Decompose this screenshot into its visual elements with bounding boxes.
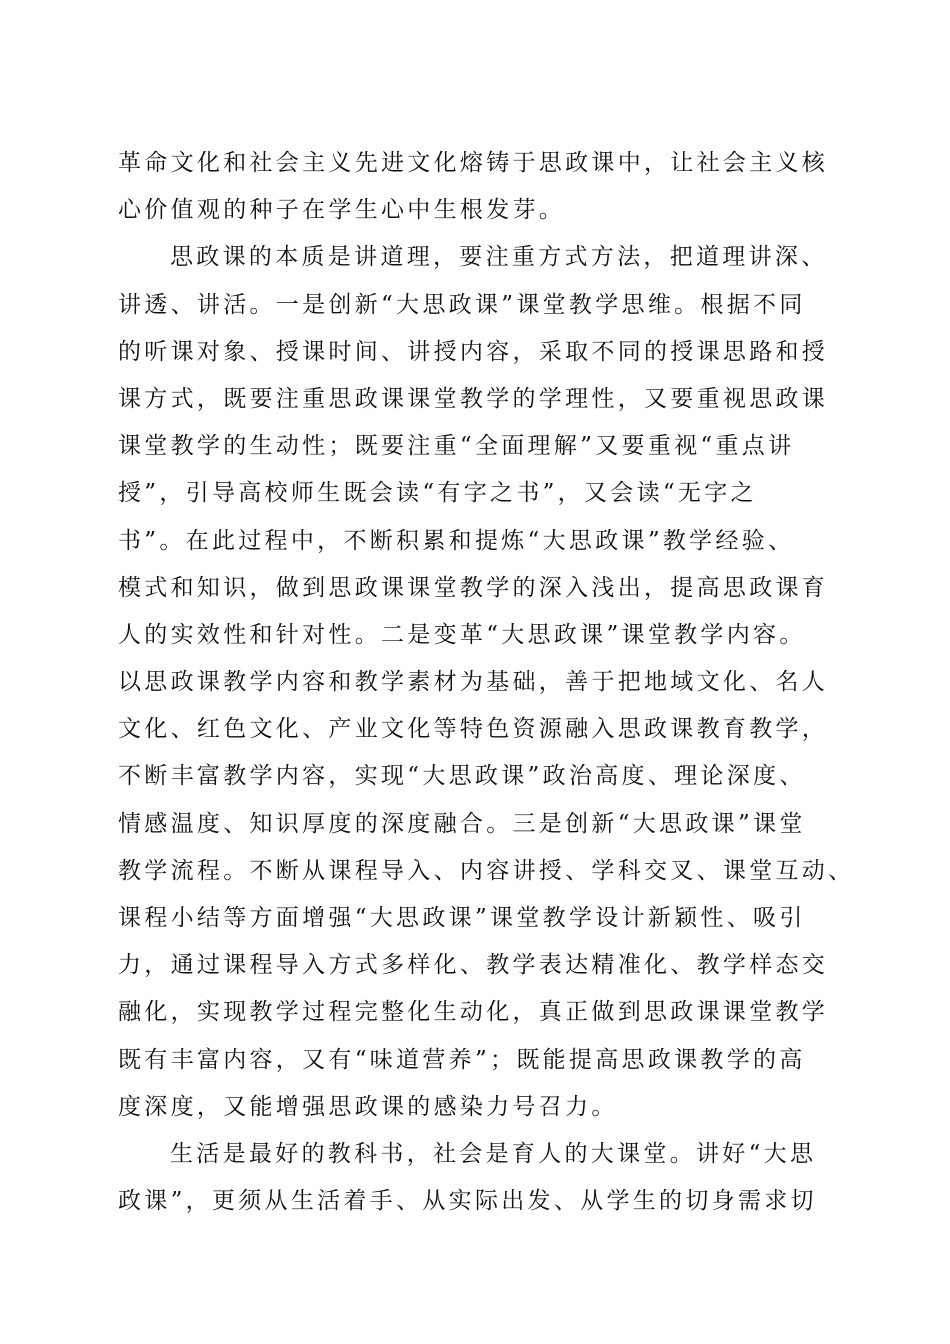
text-line: 度深度，又能增强思政课的感染力号召力。 <box>118 1093 618 1120</box>
paragraph-first-line: 思政课的本质是讲道理，要注重方式方法，把道理讲深、 <box>170 244 828 271</box>
text-line: 授”，引导高校师生既会读“有字之书”，又会读“无字之 <box>118 480 757 507</box>
text-line: 融化，实现教学过程完整化生动化，真正做到思政课课堂教学 <box>118 999 829 1026</box>
paragraph-first-line: 生活是最好的教科书，社会是育人的大课堂。讲好“大思 <box>170 1140 817 1167</box>
text-line: 课方式，既要注重思政课课堂教学的学理性，又要重视思政课 <box>118 385 829 412</box>
text-line: 文化、红色文化、产业文化等特色资源融入思政课教育教学， <box>118 716 829 743</box>
text-line: 不断丰富教学内容，实现“大思政课”政治高度、理论深度、 <box>118 763 806 790</box>
text-line: 课堂教学的生动性；既要注重“全面理解”又要重视“重点讲 <box>118 433 795 460</box>
text-line: 既有丰富内容，又有“味道营养”；既能提高思政课教学的高 <box>118 1046 806 1073</box>
text-line: 教学流程。不断从课程导入、内容讲授、学科交叉、课堂互动、 <box>118 857 855 884</box>
text-line: 课程小结等方面增强“大思政课”课堂教学设计新颖性、吸引 <box>118 905 806 931</box>
text-line: 革命文化和社会主义先进文化熔铸于思政课中，让社会主义核 <box>118 150 829 176</box>
body-text <box>118 140 855 1225</box>
text-line: 讲透、讲活。一是创新“大思政课”课堂教学思维。根据不同 <box>118 291 806 318</box>
text-line: 人的实效性和针对性。二是变革“大思政课”课堂教学内容。 <box>118 621 806 648</box>
text-line: 情感温度、知识厚度的深度融合。三是创新“大思政课”课堂 <box>118 810 806 837</box>
text-line: 心价值观的种子在学生心中生根发芽。 <box>118 197 566 224</box>
text-line: 书”。在此过程中，不断积累和提炼“大思政课”教学经验、 <box>118 527 795 554</box>
text-line: 力，通过课程导入方式多样化、教学表达精准化、教学样态交 <box>118 952 829 979</box>
text-line: 以思政课教学内容和教学素材为基础，善于把地域文化、名人 <box>118 669 829 696</box>
text-line: 政课”，更须从生活着手、从实际出发、从学生的切身需求切 <box>118 1188 817 1215</box>
text-line: 模式和知识，做到思政课课堂教学的深入浅出，提高思政课育 <box>118 574 829 601</box>
text-line: 的听课对象、授课时间、讲授内容，采取不同的授课思路和授 <box>118 338 829 365</box>
